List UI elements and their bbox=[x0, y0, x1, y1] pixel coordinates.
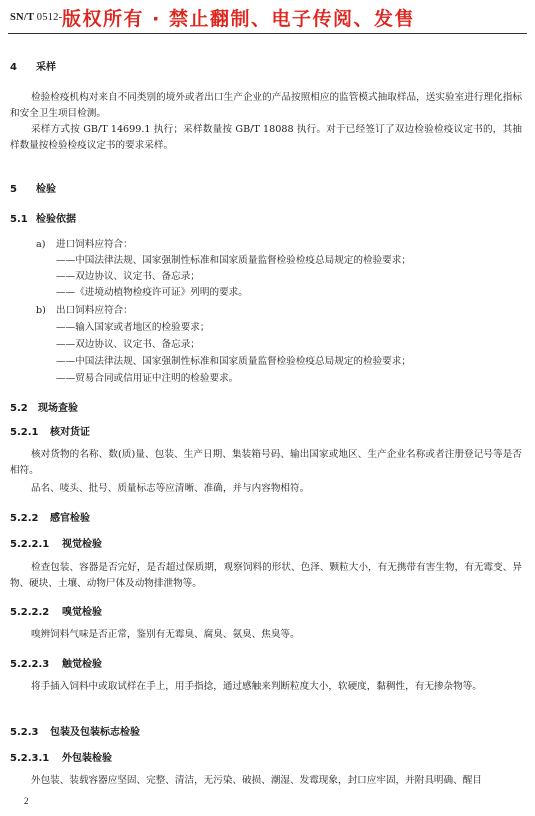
heading-title: 采样 bbox=[36, 62, 56, 73]
heading-title: 感官检验 bbox=[50, 513, 90, 524]
list-subitem: ——中国法律法规、国家强制性标准和国家质量监督检验检疫总局规定的检验要求； bbox=[56, 255, 411, 266]
paragraph: 采样方式按 GB/T 14699.1 执行；采样数量按 GB/T 18088 执行。对于已经签订了双边检验检疫议定书的，其抽样数量按检验检疫议定书的要求采样。 bbox=[10, 124, 522, 151]
heading-number: 5.2.2.2 bbox=[10, 607, 50, 618]
list-subitem: ——中国法律法规、国家强制性标准和国家质量监督检验检疫总局规定的检验要求； bbox=[56, 356, 411, 367]
heading-number: 5.2.3.1 bbox=[10, 753, 50, 764]
heading-4 bbox=[10, 58, 56, 73]
heading-number: 5.2.2.1 bbox=[10, 539, 50, 550]
heading-number: 5.2.1 bbox=[10, 427, 39, 438]
heading-title: 视觉检验 bbox=[62, 539, 102, 550]
heading-5 bbox=[10, 180, 56, 195]
heading-number: 4 bbox=[10, 62, 17, 73]
heading-5-2-3 bbox=[10, 723, 140, 738]
paragraph: 核对货物的名称、数(质)量、包装、生产日期、集装箱号码、输出国家或地区、生产企业名称或者注册登记号等是否相符。 bbox=[10, 449, 522, 476]
copyright-watermark: 版权所有 · 禁止翻制、电子传阅、发售 bbox=[62, 8, 415, 30]
heading-title: 包装及包装标志检验 bbox=[50, 727, 140, 738]
page-number: 2 bbox=[24, 796, 29, 806]
list-text: 进口饲料应符合： bbox=[56, 239, 133, 250]
list-subitem: ——输入国家或者地区的检验要求； bbox=[56, 322, 210, 333]
heading-5-2-3-1 bbox=[10, 749, 112, 764]
heading-title: 核对货证 bbox=[50, 427, 90, 438]
standard-code bbox=[10, 12, 62, 23]
code-number: 0512- bbox=[36, 12, 63, 23]
heading-title: 现场查验 bbox=[38, 403, 78, 414]
heading-title: 检验依据 bbox=[36, 214, 76, 225]
list-subitem: ——双边协议、议定书、备忘录； bbox=[56, 339, 200, 350]
heading-title: 嗅觉检验 bbox=[62, 607, 102, 618]
heading-title: 触觉检验 bbox=[62, 659, 102, 670]
paragraph: 检查包装、容器是否完好，是否超过保质期，观察饲料的形状、色泽、颗粒大小，有无携带有害生物，有无霉变、异物、硬块、土壤、动物尸体及动物排泄物等。 bbox=[10, 562, 522, 589]
heading-title: 外包装检验 bbox=[62, 753, 112, 764]
list-label: a) bbox=[36, 239, 46, 250]
heading-number: 5.2.3 bbox=[10, 727, 39, 738]
heading-number: 5 bbox=[10, 184, 17, 195]
heading-number: 5.2 bbox=[10, 403, 28, 414]
list-subitem: ——双边协议、议定书、备忘录； bbox=[56, 271, 200, 282]
list-subitem: ——贸易合同或信用证中注明的检验要求。 bbox=[56, 373, 239, 384]
paragraph: 嗅辨饲料气味是否正常，鉴别有无霉臭、腐臭、氨臭、焦臭等。 bbox=[31, 629, 300, 640]
heading-number: 5.2.2.3 bbox=[10, 659, 50, 670]
heading-5-2-2-1 bbox=[10, 535, 102, 550]
heading-number: 5.1 bbox=[10, 214, 28, 225]
list-label: b) bbox=[36, 305, 46, 316]
list-text: 出口饲料应符合： bbox=[56, 305, 133, 316]
heading-5-2-2-2 bbox=[10, 603, 102, 618]
heading-title: 检验 bbox=[36, 184, 56, 195]
paragraph: 品名、唛头、批号、质量标志等应清晰、准确，并与内容物相符。 bbox=[31, 483, 310, 494]
list-item-b bbox=[36, 302, 133, 316]
heading-5-2-2 bbox=[10, 509, 90, 524]
heading-5-2-1 bbox=[10, 423, 90, 438]
paragraph: 检验检疫机构对来自不同类别的境外或者出口生产企业的产品按照相应的监管模式抽取样品，送实验室进行理化指标和安全卫生项目检测。 bbox=[10, 92, 522, 119]
paragraph: 外包装、装载容器应坚固、完整、清洁，无污染、破损、潮湿、发霉现象，封口应牢固，并附具明确、醒目 bbox=[31, 775, 482, 786]
header-rule bbox=[8, 33, 527, 34]
heading-5-2-2-3 bbox=[10, 655, 102, 670]
code-prefix: SN/T bbox=[10, 12, 34, 23]
list-subitem: ——《进境动植物检疫许可证》列明的要求。 bbox=[56, 287, 248, 298]
heading-5-1 bbox=[10, 210, 76, 225]
list-item-a bbox=[36, 236, 133, 250]
heading-5-2 bbox=[10, 399, 78, 414]
paragraph: 将手插入饲料中或取试样在手上，用手指捻，通过感触来判断粒度大小，软硬度，黏稠性，有无掺杂物等。 bbox=[31, 681, 482, 692]
heading-number: 5.2.2 bbox=[10, 513, 39, 524]
